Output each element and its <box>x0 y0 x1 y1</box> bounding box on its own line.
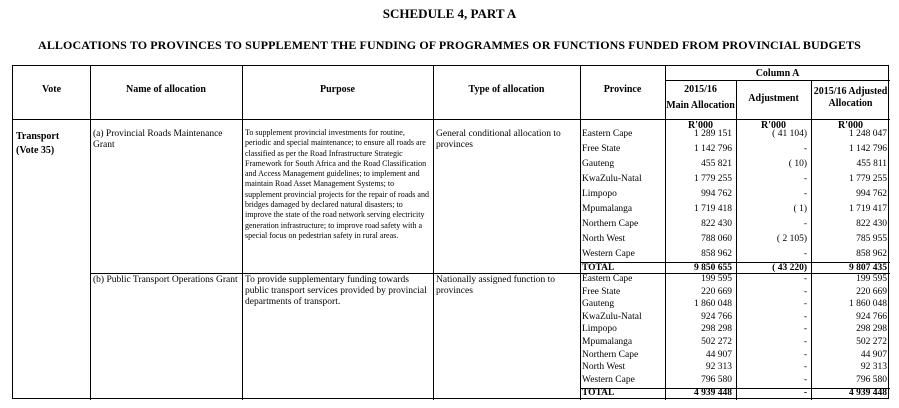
header-adjustment: Adjustment <box>748 93 799 104</box>
adjustment-value: - <box>803 219 807 229</box>
main-allocation-value: 1 779 255 <box>694 174 732 184</box>
province-name: Western Cape <box>582 249 635 259</box>
adjustment-value: - <box>803 144 807 154</box>
allocation-purpose: To provide supplementary funding towards public transport services provided by provincial departments of transport. <box>245 275 427 307</box>
adjustment-value: - <box>803 311 807 322</box>
adjusted-allocation-value: 92 313 <box>860 362 887 373</box>
main-allocation-value: 199 595 <box>701 274 732 284</box>
adjusted-allocation-value: 796 580 <box>856 374 887 385</box>
header-year: 2015/16 <box>684 84 717 95</box>
allocation-name: (b) Public Transport Operations Grant <box>93 275 238 285</box>
province-name: Mpumalanga <box>582 204 633 214</box>
adjustment-value: - <box>803 249 807 259</box>
adjustment-value: ( 41 104) <box>772 129 807 139</box>
header-province: Province <box>603 84 642 95</box>
adjusted-allocation-value: 1 860 048 <box>849 299 887 310</box>
header-name: Name of allocation <box>126 84 206 95</box>
adjustment-value: ( 10) <box>788 159 807 169</box>
main-allocation-value: 858 962 <box>701 249 732 259</box>
main-allocation-value: 1 719 418 <box>694 204 732 214</box>
province-name: Gauteng <box>582 299 615 310</box>
adjusted-allocation-value: 785 955 <box>856 234 887 244</box>
unit-adjustment: R'000 <box>761 120 786 131</box>
total-adjusted: 9 807 435 <box>849 263 887 273</box>
col-divider <box>242 66 243 400</box>
province-name: North West <box>582 362 626 373</box>
adjustment-value: - <box>803 174 807 184</box>
vote-name: Transport <box>16 131 60 142</box>
vote-number: (Vote 35) <box>16 145 55 156</box>
total-label: TOTAL <box>582 263 615 273</box>
adjustment-value: - <box>803 337 807 347</box>
total-adjustment: ( 43 220) <box>772 263 807 273</box>
province-name: Mpumalanga <box>582 337 633 347</box>
adjusted-allocation-value: 455 811 <box>856 159 887 169</box>
allocation-type: Nationally assigned function to provinces <box>436 275 555 296</box>
province-name: Limpopo <box>582 189 617 199</box>
col-divider <box>433 66 434 400</box>
schedule-title: SCHEDULE 4, PART A <box>382 6 517 21</box>
row-divider <box>665 80 890 81</box>
main-allocation-value: 788 060 <box>701 234 732 244</box>
main-allocation-value: 1 289 151 <box>694 129 732 139</box>
province-name: Free State <box>582 144 621 154</box>
total-adjusted: 4 939 448 <box>849 388 887 398</box>
unit-main: R'000 <box>688 120 713 131</box>
total-adjustment: - <box>803 388 807 398</box>
adjustment-value: - <box>803 274 807 284</box>
allocation-name: (a) Provincial Roads Maintenance Grant <box>93 129 223 150</box>
adjustment-value: ( 2 105) <box>776 234 807 244</box>
main-allocation-value: 298 298 <box>701 324 732 335</box>
adjusted-allocation-value: 199 595 <box>856 274 887 284</box>
main-allocation-value: 44 907 <box>705 349 732 360</box>
province-name: Northern Cape <box>582 219 639 229</box>
province-name: Northern Cape <box>582 349 639 360</box>
allocation-table <box>12 65 889 399</box>
main-allocation-value: 1 860 048 <box>694 299 732 310</box>
main-allocation-value: 92 313 <box>705 362 732 373</box>
main-allocation-value: 796 580 <box>701 374 732 385</box>
adjusted-allocation-value: 1 248 047 <box>849 129 887 139</box>
adjustment-value: - <box>803 286 807 297</box>
adjusted-allocation-value: 858 962 <box>856 249 887 259</box>
province-name: KwaZulu-Natal <box>582 174 642 184</box>
adjusted-allocation-value: 1 779 255 <box>849 174 887 184</box>
main-allocation-value: 822 430 <box>701 219 732 229</box>
adjusted-allocation-value: 1 142 796 <box>849 144 887 154</box>
allocation-type: General conditional allocation to provinces <box>436 129 561 150</box>
total-main: 4 939 448 <box>694 388 732 398</box>
adjusted-allocation-value: 44 907 <box>860 349 887 360</box>
total-main: 9 850 655 <box>694 263 732 273</box>
main-allocation-value: 994 762 <box>701 189 732 199</box>
adjusted-allocation-value: 298 298 <box>856 324 887 335</box>
header-vote: Vote <box>41 84 62 95</box>
adjusted-allocation-value: 924 766 <box>856 311 887 322</box>
province-name: Limpopo <box>582 324 617 335</box>
header-main-allocation: Main Allocation <box>666 100 735 111</box>
adjusted-allocation-value: 822 430 <box>856 219 887 229</box>
main-allocation-value: 220 669 <box>701 286 732 297</box>
adjustment-value: - <box>803 189 807 199</box>
header-adjusted-allocation: 2015/16 Adjusted Allocation <box>813 86 888 109</box>
header-type: Type of allocation <box>468 84 545 95</box>
adjustment-value: - <box>803 362 807 373</box>
allocation-purpose: To supplement provincial investments for routine, periodic and special maintenance; to ensure all roads are classified as per the Road Infrastructure Strategic Framework for South Africa and the Road Classification and Access Management guidelines; to implement and maintain Road Asset Management Systems; to supplement provincial projects for the repair of roads and bridges damaged by declared natural disasters; to improve the state of the road network serving electricity generation infrastructure; to improve road safety with a special focus on pedestrian safety in rural areas. <box>245 128 429 240</box>
province-name: North West <box>582 234 626 244</box>
adjustment-value: ( 1) <box>793 204 807 214</box>
col-divider <box>580 66 581 400</box>
main-allocation-value: 924 766 <box>701 311 732 322</box>
unit-adjusted: R'000 <box>838 120 863 131</box>
adjustment-value: - <box>803 299 807 310</box>
province-name: Gauteng <box>582 159 615 169</box>
header-purpose: Purpose <box>320 84 355 95</box>
main-allocation-value: 455 821 <box>701 159 732 169</box>
adjusted-allocation-value: 994 762 <box>856 189 887 199</box>
province-name: Eastern Cape <box>582 129 633 139</box>
main-allocation-value: 502 272 <box>701 337 732 347</box>
adjustment-value: - <box>803 374 807 385</box>
total-label: TOTAL <box>582 388 615 398</box>
province-name: KwaZulu-Natal <box>582 311 642 322</box>
main-title: ALLOCATIONS TO PROVINCES TO SUPPLEMENT THE FUNDING OF PROGRAMMES OR FUNCTIONS FUNDED FROM PROVINCIAL BUDGETS <box>38 38 861 52</box>
adjustment-value: - <box>803 349 807 360</box>
main-allocation-value: 1 142 796 <box>694 144 732 154</box>
col-divider <box>90 66 91 400</box>
adjustment-value: - <box>803 324 807 335</box>
province-name: Free State <box>582 286 621 297</box>
header-column-a: Column A <box>755 68 800 79</box>
province-name: Western Cape <box>582 374 635 385</box>
adjusted-allocation-value: 1 719 417 <box>849 204 887 214</box>
adjusted-allocation-value: 502 272 <box>856 337 887 347</box>
adjusted-allocation-value: 220 669 <box>856 286 887 297</box>
province-name: Eastern Cape <box>582 274 633 284</box>
